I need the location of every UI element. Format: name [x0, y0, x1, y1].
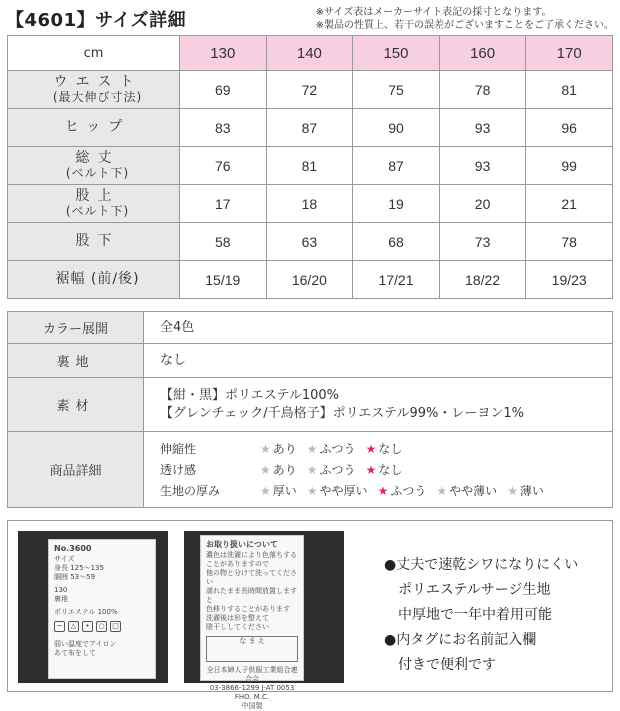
no-bleach-icon: △ [68, 621, 79, 632]
value-cell: 73 [439, 223, 526, 261]
name-box: な ま え [206, 636, 298, 662]
star-icon: ★ [306, 441, 318, 456]
value-cell: 17 [180, 185, 267, 223]
detail-row [160, 459, 612, 480]
value-cell: 16/20 [266, 261, 353, 299]
value-cell: 20 [439, 185, 526, 223]
value-cell: 18/22 [439, 261, 526, 299]
details-cell [144, 432, 613, 508]
care-line: 濃色は洗濯により色落ちする [206, 551, 297, 559]
info-value [144, 378, 613, 432]
row-total-length [8, 147, 613, 185]
care-line: 陰干ししてください [206, 623, 269, 631]
row-label-sub: (最大伸び寸法) [52, 89, 143, 104]
detail-row [160, 480, 612, 501]
value-cell: 99 [526, 147, 613, 185]
value-cell: 93 [439, 109, 526, 147]
value-cell: 81 [526, 71, 613, 109]
detail-option [260, 482, 297, 500]
info-row-details [8, 432, 613, 508]
tag-line: 胴囲 53～59 [54, 573, 96, 581]
detail-option [307, 461, 356, 479]
tag-footer: あて布をして [54, 649, 96, 657]
feature-item [384, 628, 578, 653]
info-label: 素材 [8, 378, 144, 432]
bottom-panel [7, 520, 613, 710]
detail-name: 透け感 [160, 462, 197, 477]
note-line: ※製品の性質上、若干の誤差がございますことをご了承ください。 [315, 20, 614, 31]
row-label [8, 223, 180, 261]
care-tag-label [200, 535, 304, 710]
value-cell: 81 [266, 147, 353, 185]
size-160: 160 [439, 36, 526, 71]
care-title: お取り扱いについて [206, 540, 278, 549]
value-cell: 69 [180, 71, 267, 109]
row-label [8, 185, 180, 223]
row-inseam [8, 223, 613, 261]
star-icon: ★ [306, 462, 318, 477]
care-line: 他の物と分けて洗ってください [206, 569, 297, 586]
star-icon: ★ [260, 441, 271, 456]
size-130: 130 [180, 36, 267, 71]
care-footer: 03-3866-1299 J-AT 0053 [209, 684, 295, 692]
info-row-color [8, 312, 613, 344]
unit-cell: cm [8, 36, 180, 71]
detail-option-label: 厚い [272, 483, 297, 498]
care-footer: FHO. M.C. [234, 693, 270, 701]
material-line: 【グレンチェック/千鳥格子】ポリエステル99%・レーヨン1% [160, 405, 525, 421]
detail-option [378, 482, 427, 500]
feature-text: 丈夫で速乾シワになりにくい [396, 557, 579, 573]
size-table [7, 35, 613, 299]
care-line: 色移りすることがあります [206, 605, 290, 613]
feature-item [384, 603, 578, 628]
detail-option-label: ふつう [390, 483, 427, 498]
detail-row [160, 438, 612, 459]
size-170: 170 [526, 36, 613, 71]
detail-option [366, 461, 403, 479]
star-icon: ★ [365, 441, 377, 456]
row-waist [8, 71, 613, 109]
detail-name: 伸縮性 [160, 441, 197, 456]
value-cell: 63 [266, 223, 353, 261]
iron-icon: • [82, 621, 93, 632]
size-header-row [8, 36, 613, 71]
detail-option-label: あり [272, 441, 297, 456]
star-icon: ★ [377, 483, 389, 498]
page-header [6, 6, 614, 32]
feature-item [384, 553, 578, 578]
star-icon: ★ [436, 483, 448, 498]
row-rise [8, 185, 613, 223]
value-cell: 78 [526, 223, 613, 261]
care-footer: 中国製 [241, 702, 263, 710]
row-label [8, 71, 180, 109]
info-label: 商品詳細 [8, 432, 144, 508]
value-cell: 21 [526, 185, 613, 223]
feature-item [384, 653, 578, 678]
info-row-lining [8, 344, 613, 378]
value-cell: 18 [266, 185, 353, 223]
care-line: 洗濯後は形を整えて [206, 614, 269, 622]
value-cell: 78 [439, 71, 526, 109]
dry-clean-icon: ○ [96, 621, 107, 632]
no-dryer-icon: □ [110, 621, 121, 632]
star-icon: ★ [260, 483, 271, 498]
row-label [8, 147, 180, 185]
info-row-material [8, 378, 613, 432]
info-label: カラー展開 [8, 312, 144, 344]
feature-text: 内タグにお名前記入欄 [396, 632, 537, 648]
tag-line: 130 [54, 586, 68, 594]
detail-option [507, 482, 544, 500]
tag-footer: 弱い温度でアイロン [54, 640, 117, 648]
detail-option-label: 薄い [519, 483, 544, 498]
tag-material: ポリエステル 100% [54, 608, 118, 616]
tag-line: 裏地 [54, 595, 68, 603]
feature-text: ポリエステルサージ生地 [398, 582, 551, 598]
page-title: 【4601】サイズ詳細 [6, 10, 187, 31]
detail-name: 生地の厚み [160, 483, 221, 498]
note-line: ※サイズ表はメーカーサイト表記の採寸となります。 [315, 7, 552, 18]
care-line: 濡れたまま長時間放置しますと [206, 587, 297, 604]
feature-text: 中厚地で一年中着用可能 [398, 607, 552, 623]
detail-option-label: なし [378, 441, 403, 456]
value-cell: 87 [353, 147, 440, 185]
detail-option [436, 482, 497, 500]
detail-option-label: なし [378, 462, 403, 477]
detail-option [307, 440, 356, 458]
feature-item [384, 578, 578, 603]
detail-option-label: あり [272, 462, 297, 477]
feature-text: 付きで便利です [398, 657, 496, 673]
header-notes [316, 6, 614, 32]
row-label-sub: (ベルト下) [65, 165, 130, 180]
value-cell: 76 [180, 147, 267, 185]
star-icon: ★ [507, 483, 518, 498]
row-label-main: 股上 [75, 187, 120, 204]
row-label-main: 総丈 [75, 149, 120, 166]
row-label [8, 109, 180, 147]
detail-option [260, 440, 297, 458]
row-label-main: 股下 [75, 233, 120, 249]
tag-line: サイズ [54, 555, 75, 563]
bullet-icon: ● [384, 557, 397, 573]
row-label-main: ウエスト [53, 73, 142, 90]
value-cell: 75 [353, 71, 440, 109]
row-label-sub: (ベルト下) [65, 203, 130, 218]
care-footer: 全日本婦人子供服工業組合連合会 [206, 666, 298, 683]
care-icons [54, 621, 150, 632]
size-150: 150 [353, 36, 440, 71]
info-value: なし [144, 344, 613, 378]
size-tag-label [48, 539, 156, 679]
care-tag-photo [184, 531, 344, 710]
row-hem-width [8, 261, 613, 299]
value-cell: 19 [353, 185, 440, 223]
row-label-main: 裾幅 (前/後) [55, 271, 140, 287]
info-value: 全4色 [144, 312, 613, 344]
size-tag-photo [18, 531, 168, 683]
tag-line: 身長 125～135 [54, 564, 104, 572]
size-140: 140 [266, 36, 353, 71]
detail-option-label: やや厚い [319, 483, 368, 498]
value-cell: 72 [266, 71, 353, 109]
feature-list [384, 553, 578, 678]
value-cell: 87 [266, 109, 353, 147]
detail-option-label: やや薄い [449, 483, 498, 498]
detail-option [260, 461, 297, 479]
star-icon: ★ [365, 462, 377, 477]
detail-option-label: ふつう [319, 462, 356, 477]
value-cell: 93 [439, 147, 526, 185]
wash-icon: ~ [54, 621, 65, 632]
value-cell: 68 [353, 223, 440, 261]
detail-option [366, 440, 403, 458]
bullet-icon: ● [384, 632, 397, 648]
detail-option [307, 482, 368, 500]
value-cell: 17/21 [353, 261, 440, 299]
value-cell: 90 [353, 109, 440, 147]
value-cell: 96 [526, 109, 613, 147]
star-icon: ★ [306, 483, 318, 498]
value-cell: 15/19 [180, 261, 267, 299]
detail-option-label: ふつう [319, 441, 356, 456]
row-label-main: ヒップ [64, 119, 131, 135]
info-label: 裏地 [8, 344, 144, 378]
tag-model: No.3600 [54, 544, 92, 553]
row-label [8, 261, 180, 299]
star-icon: ★ [260, 462, 271, 477]
care-line: ことがありますので [206, 560, 269, 568]
material-line: 【紺・黒】ポリエステル100% [160, 387, 339, 403]
product-info-table [7, 311, 613, 508]
value-cell: 19/23 [526, 261, 613, 299]
row-hip [8, 109, 613, 147]
value-cell: 58 [180, 223, 267, 261]
value-cell: 83 [180, 109, 267, 147]
